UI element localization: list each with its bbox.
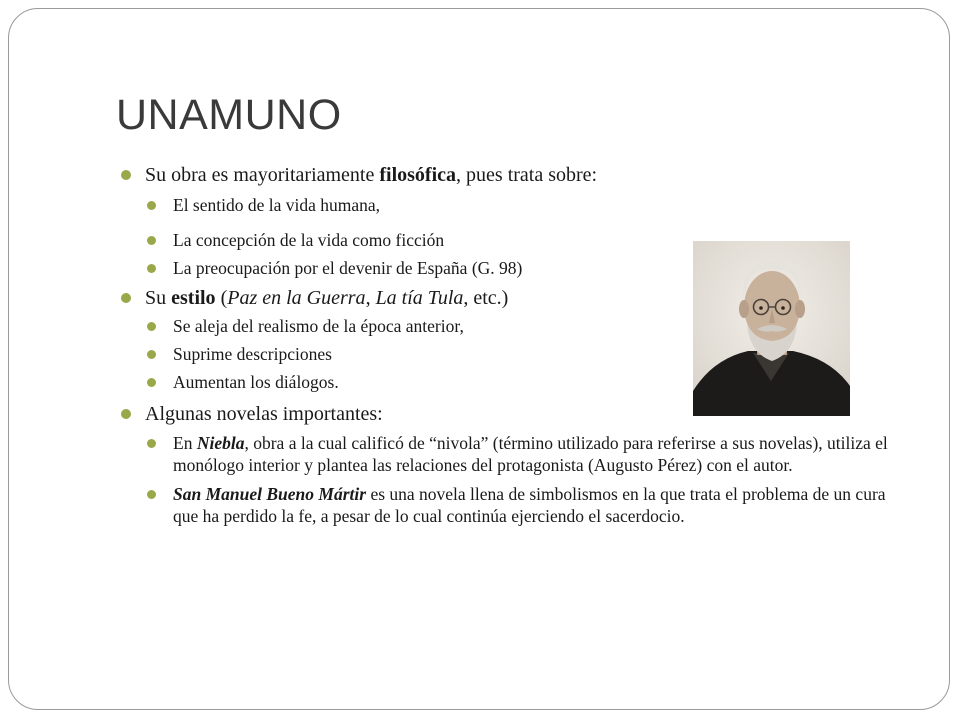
portrait-photo-icon: [693, 241, 850, 416]
point-novelas: Algunas novelas importantes:: [121, 401, 921, 427]
point-novelas-sublist: [121, 432, 921, 527]
slide-title: UNAMUNO: [116, 91, 342, 139]
subpoint-descripciones: Suprime descripciones: [121, 343, 921, 365]
point-estilo-work2: La tía Tula: [375, 287, 464, 309]
slide: [8, 8, 950, 710]
point-obra: [121, 162, 921, 188]
novel-san-manuel-title: San Manuel Bueno Mártir: [173, 484, 367, 504]
point-estilo-sep2: ,: [365, 287, 376, 309]
novel-niebla-title: Niebla: [196, 433, 245, 453]
novel-niebla-text: , obra a la cual calificó de “nivola” (término utilizado para referirse a sus novelas), utiliza el monólogo interior y plantea las relaciones del protagonista (Augusto Pérez) con el autor.: [173, 433, 888, 475]
point-obra-text: Su obra es mayoritariamente: [145, 164, 380, 186]
subpoint-preocupacion: La preocupación por el devenir de España (G. 98): [121, 257, 921, 279]
point-estilo-work1: Paz en la Guerra: [227, 287, 366, 309]
subpoint-dialogos: Aumentan los diálogos.: [121, 371, 921, 393]
subpoint-sentido: El sentido de la vida humana,: [121, 194, 921, 216]
point-obra-tail: , pues trata sobre:: [456, 164, 598, 186]
point-novelas-sublist-wrap: [121, 432, 921, 527]
portrait-drawing: [693, 241, 850, 416]
novel-san-manuel-text: es una novela llena de simbolismos en la que trata el problema de un cura que ha perdido la fe, a pesar de lo cual continúa ejerciendo el sacerdocio.: [173, 484, 886, 526]
point-estilo-tail: , etc.): [463, 287, 509, 309]
point-estilo-text: Su: [145, 287, 172, 309]
novel-niebla: [121, 432, 898, 476]
subpoint-realismo: Se aleja del realismo de la época anterior,: [121, 315, 921, 337]
point-estilo-sep1: (: [215, 287, 228, 309]
point-obra-bold: filosófica: [379, 164, 457, 186]
point-estilo-bold: estilo: [171, 287, 216, 309]
novel-san-manuel: [121, 483, 898, 527]
novel-niebla-prefix: En: [173, 433, 197, 453]
subpoint-concepcion: La concepción de la vida como ficción: [121, 229, 921, 251]
